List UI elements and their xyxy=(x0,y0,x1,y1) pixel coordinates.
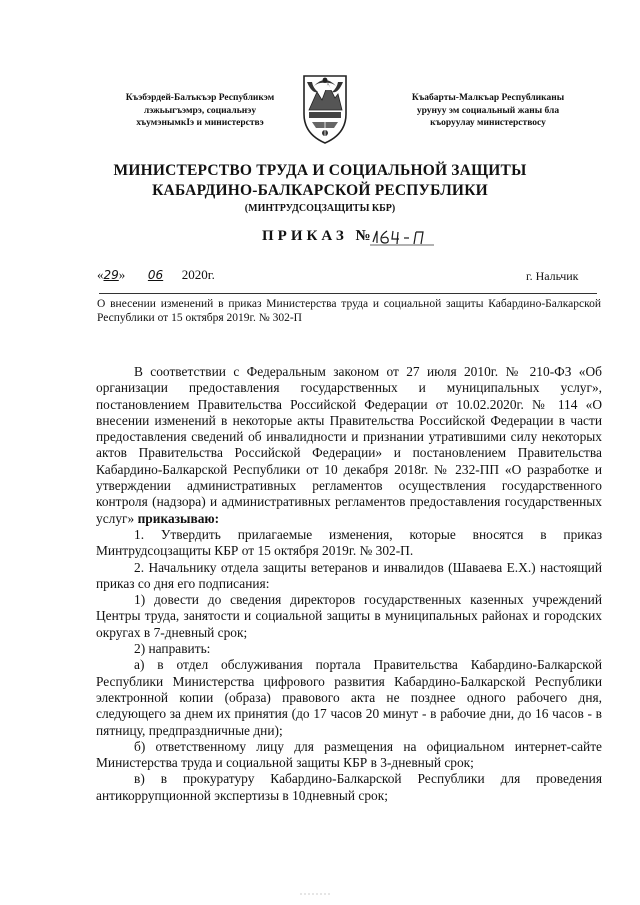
body-paragraph-2-2-b: б) ответственному лицу для размещения на официальном интернет-сайте Министерства труда и социальной защиты КБР в 3-дневный срок; xyxy=(96,738,602,771)
subject-divider xyxy=(99,293,597,294)
header-right-balkar xyxy=(388,92,588,130)
decree-word: приказываю: xyxy=(137,510,220,526)
coat-of-arms-icon xyxy=(300,70,350,146)
body-preamble xyxy=(96,364,602,527)
date-day: 29 xyxy=(103,268,119,282)
order-date xyxy=(97,267,215,283)
order-title: ПРИКАЗ № xyxy=(262,228,375,244)
body-paragraph-2-2: 2) направить: xyxy=(134,641,211,657)
date-year: 2020г. xyxy=(181,267,215,282)
header-left-line-3: хъумэнымкIэ и министерствэ xyxy=(136,118,264,128)
handwritten-order-number-icon xyxy=(368,226,438,248)
body-paragraph-2-2-c: в) в прокуратуру Кабардино-Балкарской Республики для проведения антикоррупционной экспертизы в 10дневный срок; xyxy=(96,771,602,803)
header-right-line-2: урунуу эм социальный жаны бла xyxy=(416,105,560,116)
ministry-name-line-1: МИНИСТЕРСТВО ТРУДА И СОЦИАЛЬНОЙ ЗАЩИТЫ xyxy=(113,162,527,179)
header-left-line-1: Къэбэрдей-Балъкъэр Республикэм xyxy=(125,93,275,103)
preamble-text: В соответствии с Федеральным законом от 27 июля 2010г. № 210-ФЗ «Об организации предоставления государственных и муниципальных услуг», постановлением Правительства Российской Федерации от 10.02.2020г. № 114 «О внесении изменений в некоторые акты Правительства Российской Федерации в части предоставления сведений об инвалидности и признании утратившими силу некоторых актов Правительства Российской Федерации» и постановлением Правительства Кабардино-Балкарской Республики от 10 декабря 2018г. № 232-ПП «О разработке и утверждении административных регламентов осуществления государственного контроля (надзора) и административных регламентов предоставления государственных услуг» xyxy=(96,364,602,526)
body-paragraph-2-1: 1) довести до сведения директоров государственных казенных учреждений Центры труда, занятости и социальной защиты в муниципальных районах и городских округах в 7-дневный срок; xyxy=(96,592,602,640)
header-left-kabardian xyxy=(100,92,300,130)
body-paragraph-2: 2. Начальнику отдела защиты ветеранов и инвалидов (Шаваева Е.Х.) настоящий приказ со дня его подписания: xyxy=(96,559,602,591)
date-open-quote: « xyxy=(97,267,104,282)
city: г. Нальчик xyxy=(526,269,579,283)
header-right-line-3: къоруулау министерствосу xyxy=(430,118,546,128)
order-body xyxy=(96,364,602,804)
order-subject: О внесении изменений в приказ Министерства труда и социальной защиты Кабардино-Балкарской Республики от 15 октября 2019г. № 302-П xyxy=(97,298,601,324)
date-close-quote: » xyxy=(118,267,126,282)
body-paragraph-2-2-a: а) в отдел обслуживания портала Правительства Кабардино-Балкарской Республики Министерства цифрового развития Кабардино-Балкарской Республики электронной копии (образа) правового акта не позднее одного рабочего дня, следующего за днем их принятия (до 17 часов 20 минут - в рабочие дни, до 16 часов - в пятницу, предпраздничные дни); xyxy=(96,657,602,738)
page-footer-mark xyxy=(300,893,330,895)
header-left-line-2: лэжьыгъэмрэ, социальнэу xyxy=(143,105,257,116)
ministry-abbreviation: (МИНТРУДСОЦЗАЩИТЫ КБР) xyxy=(244,203,396,214)
ministry-name xyxy=(0,161,640,215)
ministry-name-line-2: КАБАРДИНО-БАЛКАРСКОЙ РЕСПУБЛИКИ xyxy=(152,182,488,199)
header-right-line-1: Къабарты-Малкъар Республиканы xyxy=(411,93,565,103)
body-paragraph-1: 1. Утвердить прилагаемые изменения, которые вносятся в приказ Минтрудсоцзащиты КБР от 15 октября 2019г. № 302-П. xyxy=(96,526,602,559)
date-month: 06 xyxy=(147,268,164,282)
